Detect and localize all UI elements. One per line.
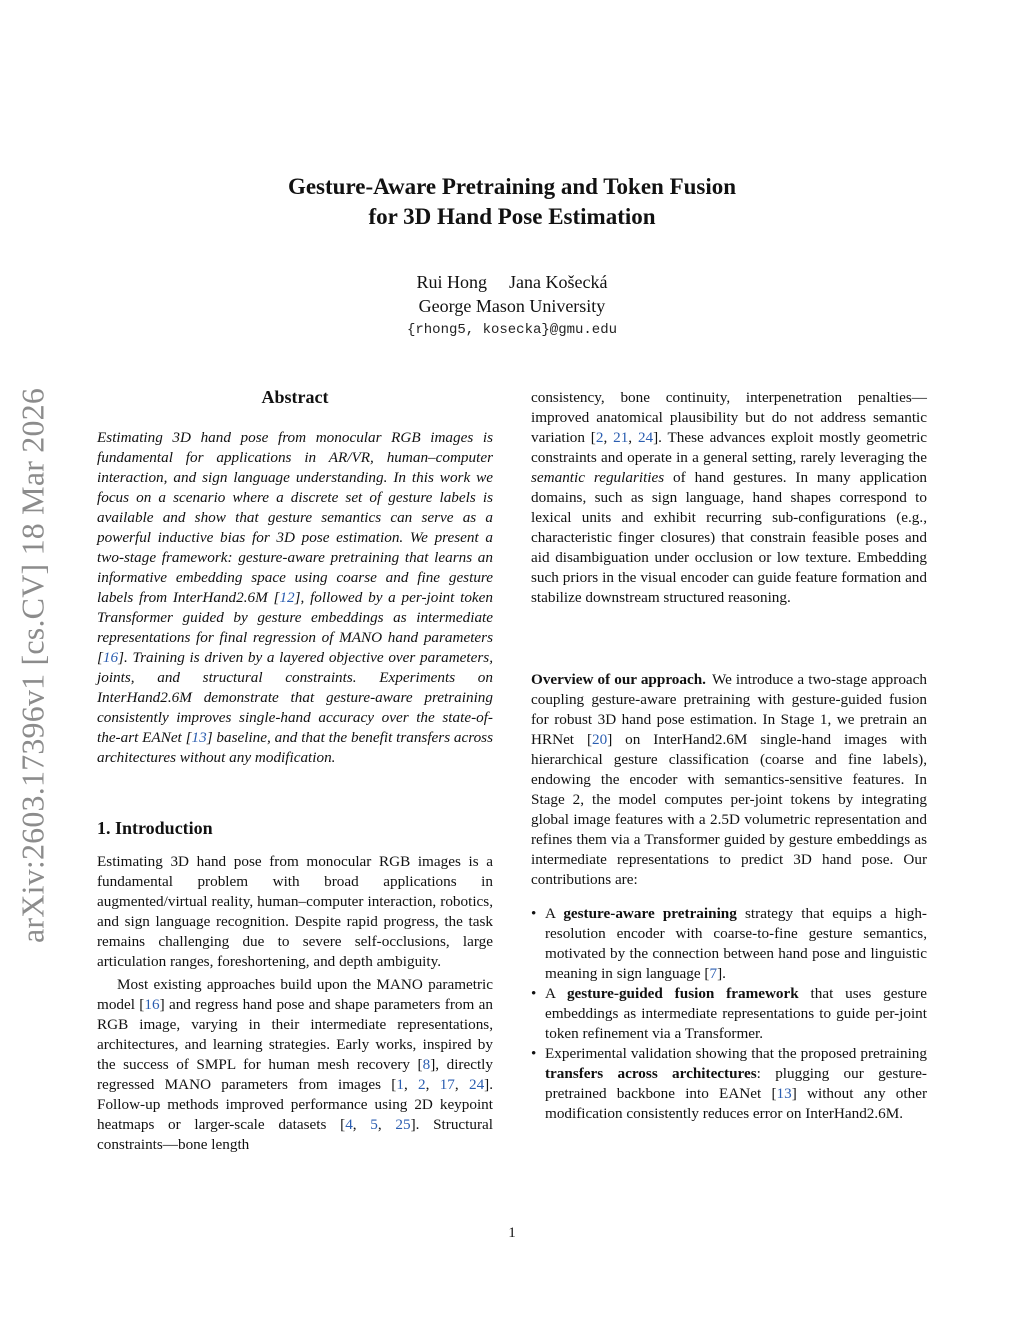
text-run: Experimental validation showing that the proposed pretraining [545, 1045, 927, 1062]
citation-link[interactable]: 4 [345, 1116, 353, 1133]
title-line-1: Gesture-Aware Pretraining and Token Fusion [287, 174, 737, 199]
text-run: ] without any other modification consistently reduces error on InterHand2.6M. [545, 1085, 928, 1122]
bold-text: gesture-aware pretraining [563, 905, 737, 922]
text-run: of hand gestures. In many application domains, such as sign language, hand shapes correspond to lexical units and exhibit recurring sub-configurations (e.g., characteristic finger closures) that constrain feasible poses and aid disambiguation under occlusion or low texture. Embedding such priors in the visual encoder can guide feature formation and stabilize downstream structured reasoning. [531, 469, 928, 606]
citation-link[interactable]: 1 [396, 1076, 404, 1093]
intro-paragraph-2: Most existing approaches build upon the MANO parametric model [16] and regress hand pose and shape parameters from an RGB image, varying in their intermediate representations, architectures, and learning strategies. Early works, inspired by the success of SMPL for human mesh recovery [8], directly regressed MANO parameters from images [1, 2, 17, 24]. Follow-up methods improved performance using 2D keypoint heatmaps or larger-scale datasets [4, 5, 25]. Structural constraints—bone length [97, 976, 494, 1153]
text-run: strategy that equips a high-resolution encoder with coarse-to-fine gesture semantics, motivated by the connection between hand pose and linguistic meaning in sign language [ [545, 905, 927, 982]
citation-link[interactable]: 16 [102, 649, 119, 666]
list-item [531, 1044, 927, 1124]
text-run: ]. These advances exploit mostly geometric constraints and operate in a general setting, rarely leveraging the [531, 429, 928, 466]
abstract-text-run: Estimating 3D hand pose from monocular RGB images is fundamental for applications in AR/VR, human–computer interaction, and sign language understanding. In this work we focus on a scenario where a discrete set of gesture labels is available and show that gesture semantics can serve as a powerful inductive bias for 3D pose estimation. We present a two-stage framework: gesture-aware pretraining that learns an informative embedding space using coarse and fine gesture labels from InterHand2.6M [ [97, 429, 493, 606]
citation-link[interactable]: 24 [468, 1076, 485, 1093]
citation-link[interactable]: 2 [418, 1076, 426, 1093]
text-run: ]. Structural constraints—bone length [97, 1116, 494, 1153]
text-run: : plugging our gesture-pretrained backbone into EANet [ [545, 1065, 927, 1102]
citation-link[interactable]: 21 [613, 429, 629, 446]
paper-title [150, 172, 874, 232]
citation-link[interactable]: 2 [595, 429, 604, 446]
author-names [200, 270, 824, 294]
affiliation: George Mason University [418, 296, 606, 316]
citation-link[interactable]: 12 [279, 589, 295, 606]
text-run: Most existing approaches build upon the MANO parametric model [ [97, 976, 493, 1013]
abstract-text-run: ] baseline, and that the benefit transfers across architectures without any modification. [97, 729, 494, 766]
citation-link[interactable]: 16 [144, 996, 160, 1013]
title-line-2: for 3D Hand Pose Estimation [368, 204, 656, 229]
citation-link[interactable]: 13 [776, 1085, 792, 1102]
overview-paragraph [531, 670, 927, 890]
bold-text: gesture-guided fusion framework [566, 985, 799, 1002]
citation-link[interactable]: 5 [370, 1116, 378, 1133]
citation-link[interactable]: 13 [191, 729, 207, 746]
text-run: ] on InterHand2.6M single-hand images with hierarchical gesture classification (coarse and fine labels), endowing the encoder with semantics-sensitive features. In Stage 2, the model computes per-joint tokens by integrating global image features with a 2.5D volumetric representation and refines them via a Transformer guided by gesture embeddings as intermediate representations to predict 3D hand pose. Our contributions are: [531, 731, 927, 888]
citation-link[interactable]: 8 [422, 1056, 431, 1073]
abstract-text-run: ], followed by a per-joint token Transformer guided by gesture embeddings as intermediate representations for final regression of MANO hand parameters [ [97, 589, 493, 666]
list-item [531, 904, 927, 984]
text-run: ], directly regressed MANO parameters from images [ [97, 1056, 493, 1093]
intro-paragraph-1: Estimating 3D hand pose from monocular RGB images is a fundamental problem with broad applications in augmented/virtual reality, human–computer interaction, robotics, and sign language recognition. Despite rapid progress, the task remains challenging due to severe self-occlusions, large articulation ranges, foreshortening, and depth ambiguity. [97, 853, 493, 970]
text-run: A [545, 905, 564, 922]
text-run: that uses gesture embeddings as intermediate representations to guide per-joint token refinement via a Transformer. [545, 985, 927, 1042]
author-email[interactable]: {rhong5, kosecka}@gmu.edu [406, 322, 618, 338]
overview-run-in-heading: Overview of our approach. [531, 671, 706, 688]
citation-link[interactable]: 25 [395, 1116, 411, 1133]
author-name: Jana Košecká [509, 272, 608, 292]
abstract-heading: Abstract [261, 387, 329, 407]
text-run: We introduce a two-stage approach coupling gesture-aware pretraining with gesture-guided fusion for robust 3D hand pose estimation. In Stage 1, we pretrain an HRNet [ [531, 671, 927, 748]
text-run: consistency, bone continuity, interpenetration penalties—improved anatomical plausibility but do not address semantic variation [ [531, 389, 927, 446]
intro-paragraph-continued: consistency, bone continuity, interpenetration penalties—improved anatomical plausibility but do not address semantic variation [2, 21, 24]. These advances exploit mostly geometric constraints and operate in a general setting, rarely leveraging the semantic regularities of hand gestures. In many application domains, such as sign language, hand shapes correspond to lexical units and exhibit recurring sub-configurations (e.g., characteristic finger closures) that constrain feasible poses and aid disambiguation under occlusion or low texture. Embedding such priors in the visual encoder can guide feature formation and stabilize downstream structured reasoning. [531, 389, 928, 606]
citation-link[interactable]: 7 [709, 965, 718, 982]
bold-text: transfers across architectures [545, 1065, 757, 1082]
page-number: 1 [508, 1225, 516, 1241]
citation-link[interactable]: 17 [439, 1076, 455, 1093]
text-run: A [545, 985, 567, 1002]
contributions-list [531, 904, 927, 1124]
text-run: ] and regress hand pose and shape parameters from an RGB image, varying in their intermediate representations, architectures, and learning strategies. Early works, inspired by the success of SMPL for human mesh recovery [ [97, 996, 493, 1073]
emphasis-text: semantic regularities [531, 469, 665, 486]
arxiv-identifier: arXiv:2603.17396v1 [cs.CV] 18 Mar 2026 [14, 387, 51, 943]
abstract-text [97, 428, 493, 768]
list-item [531, 984, 927, 1044]
abstract-text-run: ]. Training is driven by a layered objective over parameters, joints, and structural constraints. Experiments on InterHand2.6M demonstrate that gesture-aware pretraining consistently improves single-hand accuracy over the state-of-the-art EANet [ [97, 649, 493, 746]
author-name: Rui Hong [416, 272, 488, 292]
left-column [97, 384, 493, 1155]
citation-link[interactable]: 20 [592, 731, 608, 748]
text-run: ]. Follow-up methods improved performance using 2D keypoint heatmaps or larger-scale datasets [ [97, 1076, 494, 1133]
right-column [531, 388, 927, 1124]
citation-link[interactable]: 24 [637, 429, 654, 446]
text-run: ]. [717, 965, 726, 982]
section-heading-introduction: 1. Introduction [97, 818, 213, 838]
author-block [200, 270, 824, 318]
